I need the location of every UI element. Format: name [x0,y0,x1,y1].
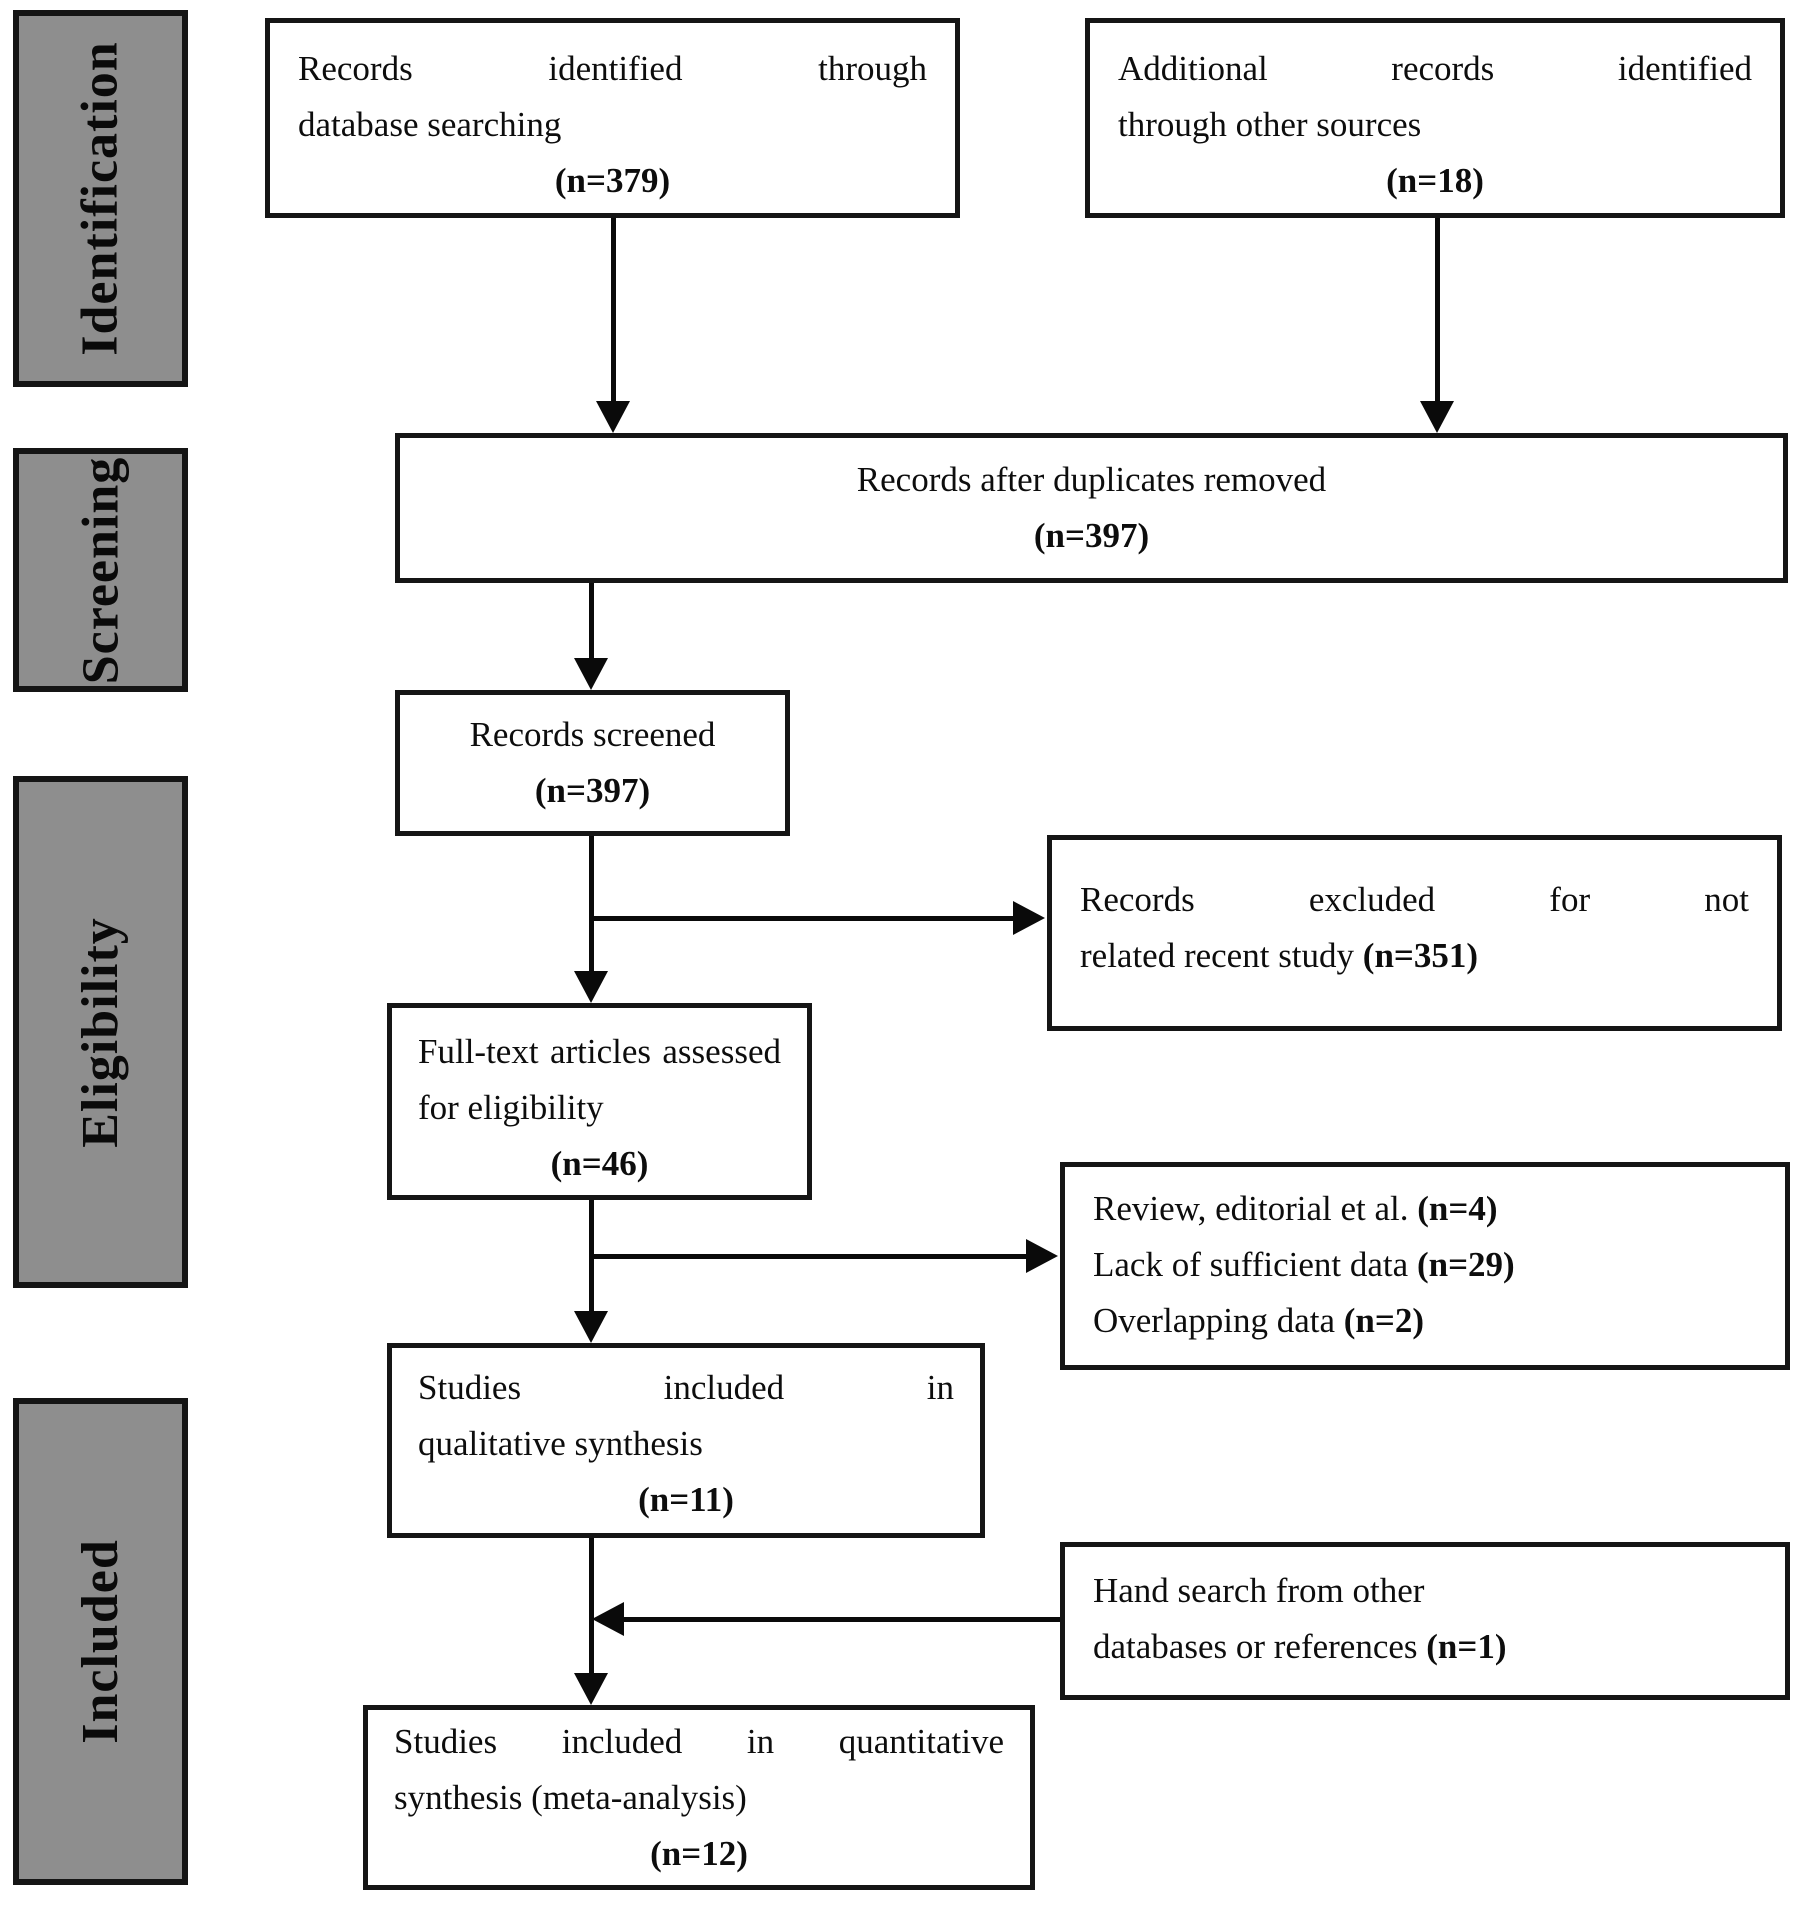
flow-box-line: Records after duplicates removed [856,460,1327,499]
flow-box-full-text [387,1003,812,1200]
flow-box-line: Overlapping data (n=2) [1093,1301,1424,1340]
flow-box-line: Hand search from other [1093,1571,1425,1610]
flow-box-line: Records screened [469,715,716,754]
flow-box-line: Additional records identified [1118,49,1752,88]
flow-box-line: Lack of sufficient data (n=29) [1093,1245,1515,1284]
flow-box-quantitative-synthesis [363,1705,1035,1890]
flow-box-line: (n=18) [1386,161,1484,200]
flow-box-line: (n=11) [638,1480,734,1519]
flow-box-duplicates-removed [395,433,1788,583]
n-value: (n=29) [1416,1245,1515,1284]
flow-box-exclusion-reasons [1060,1162,1790,1370]
flow-box-line: Records identified through [298,49,927,88]
flow-box-additional-records [1085,18,1785,218]
flow-box-line: Studies included in [418,1368,954,1407]
phase-label-screening: Screening [72,456,129,684]
n-value: (n=4) [1417,1189,1498,1228]
flow-box-line: (n=397) [1033,516,1150,555]
flow-box-line: (n=397) [534,771,651,810]
n-value: (n=1) [1426,1627,1507,1666]
flow-box-line: Records excluded for not [1080,880,1749,919]
flow-box-line: Review, editorial et al. (n=4) [1093,1189,1498,1228]
n-value: (n=2) [1343,1301,1424,1340]
flow-box-line: Studies included in quantitative [394,1722,1004,1761]
flow-box-line: through other sources [1118,105,1422,144]
flow-box-line: Full-text articles assessed [418,1032,781,1071]
flow-box-records-screened [395,690,790,836]
flow-box-line: (n=12) [650,1834,748,1873]
phase-box-eligibility [13,776,188,1288]
flow-box-line: database searching [298,105,562,144]
phase-label-identification: Identification [72,41,130,356]
flow-box-records-excluded [1047,835,1782,1031]
phase-box-identification [13,10,188,387]
flow-box-line: databases or references (n=1) [1093,1627,1507,1666]
flow-box-line: for eligibility [418,1088,604,1127]
flow-box-hand-search [1060,1542,1790,1700]
flow-box-line: qualitative synthesis [418,1424,703,1463]
phase-box-included [13,1398,188,1885]
flow-box-line: synthesis (meta-analysis) [394,1778,747,1817]
flow-box-qualitative-synthesis [387,1343,985,1538]
flow-box-line: (n=379) [554,161,671,200]
flow-box-line: related recent study (n=351) [1080,936,1479,975]
phase-box-screening [13,448,188,692]
flow-box-line: (n=46) [550,1144,649,1183]
n-value: (n=351) [1362,936,1479,975]
flow-box-records-identified [265,18,960,218]
phase-label-included: Included [72,1539,129,1744]
phase-label-eligibility: Eligibility [72,916,130,1148]
